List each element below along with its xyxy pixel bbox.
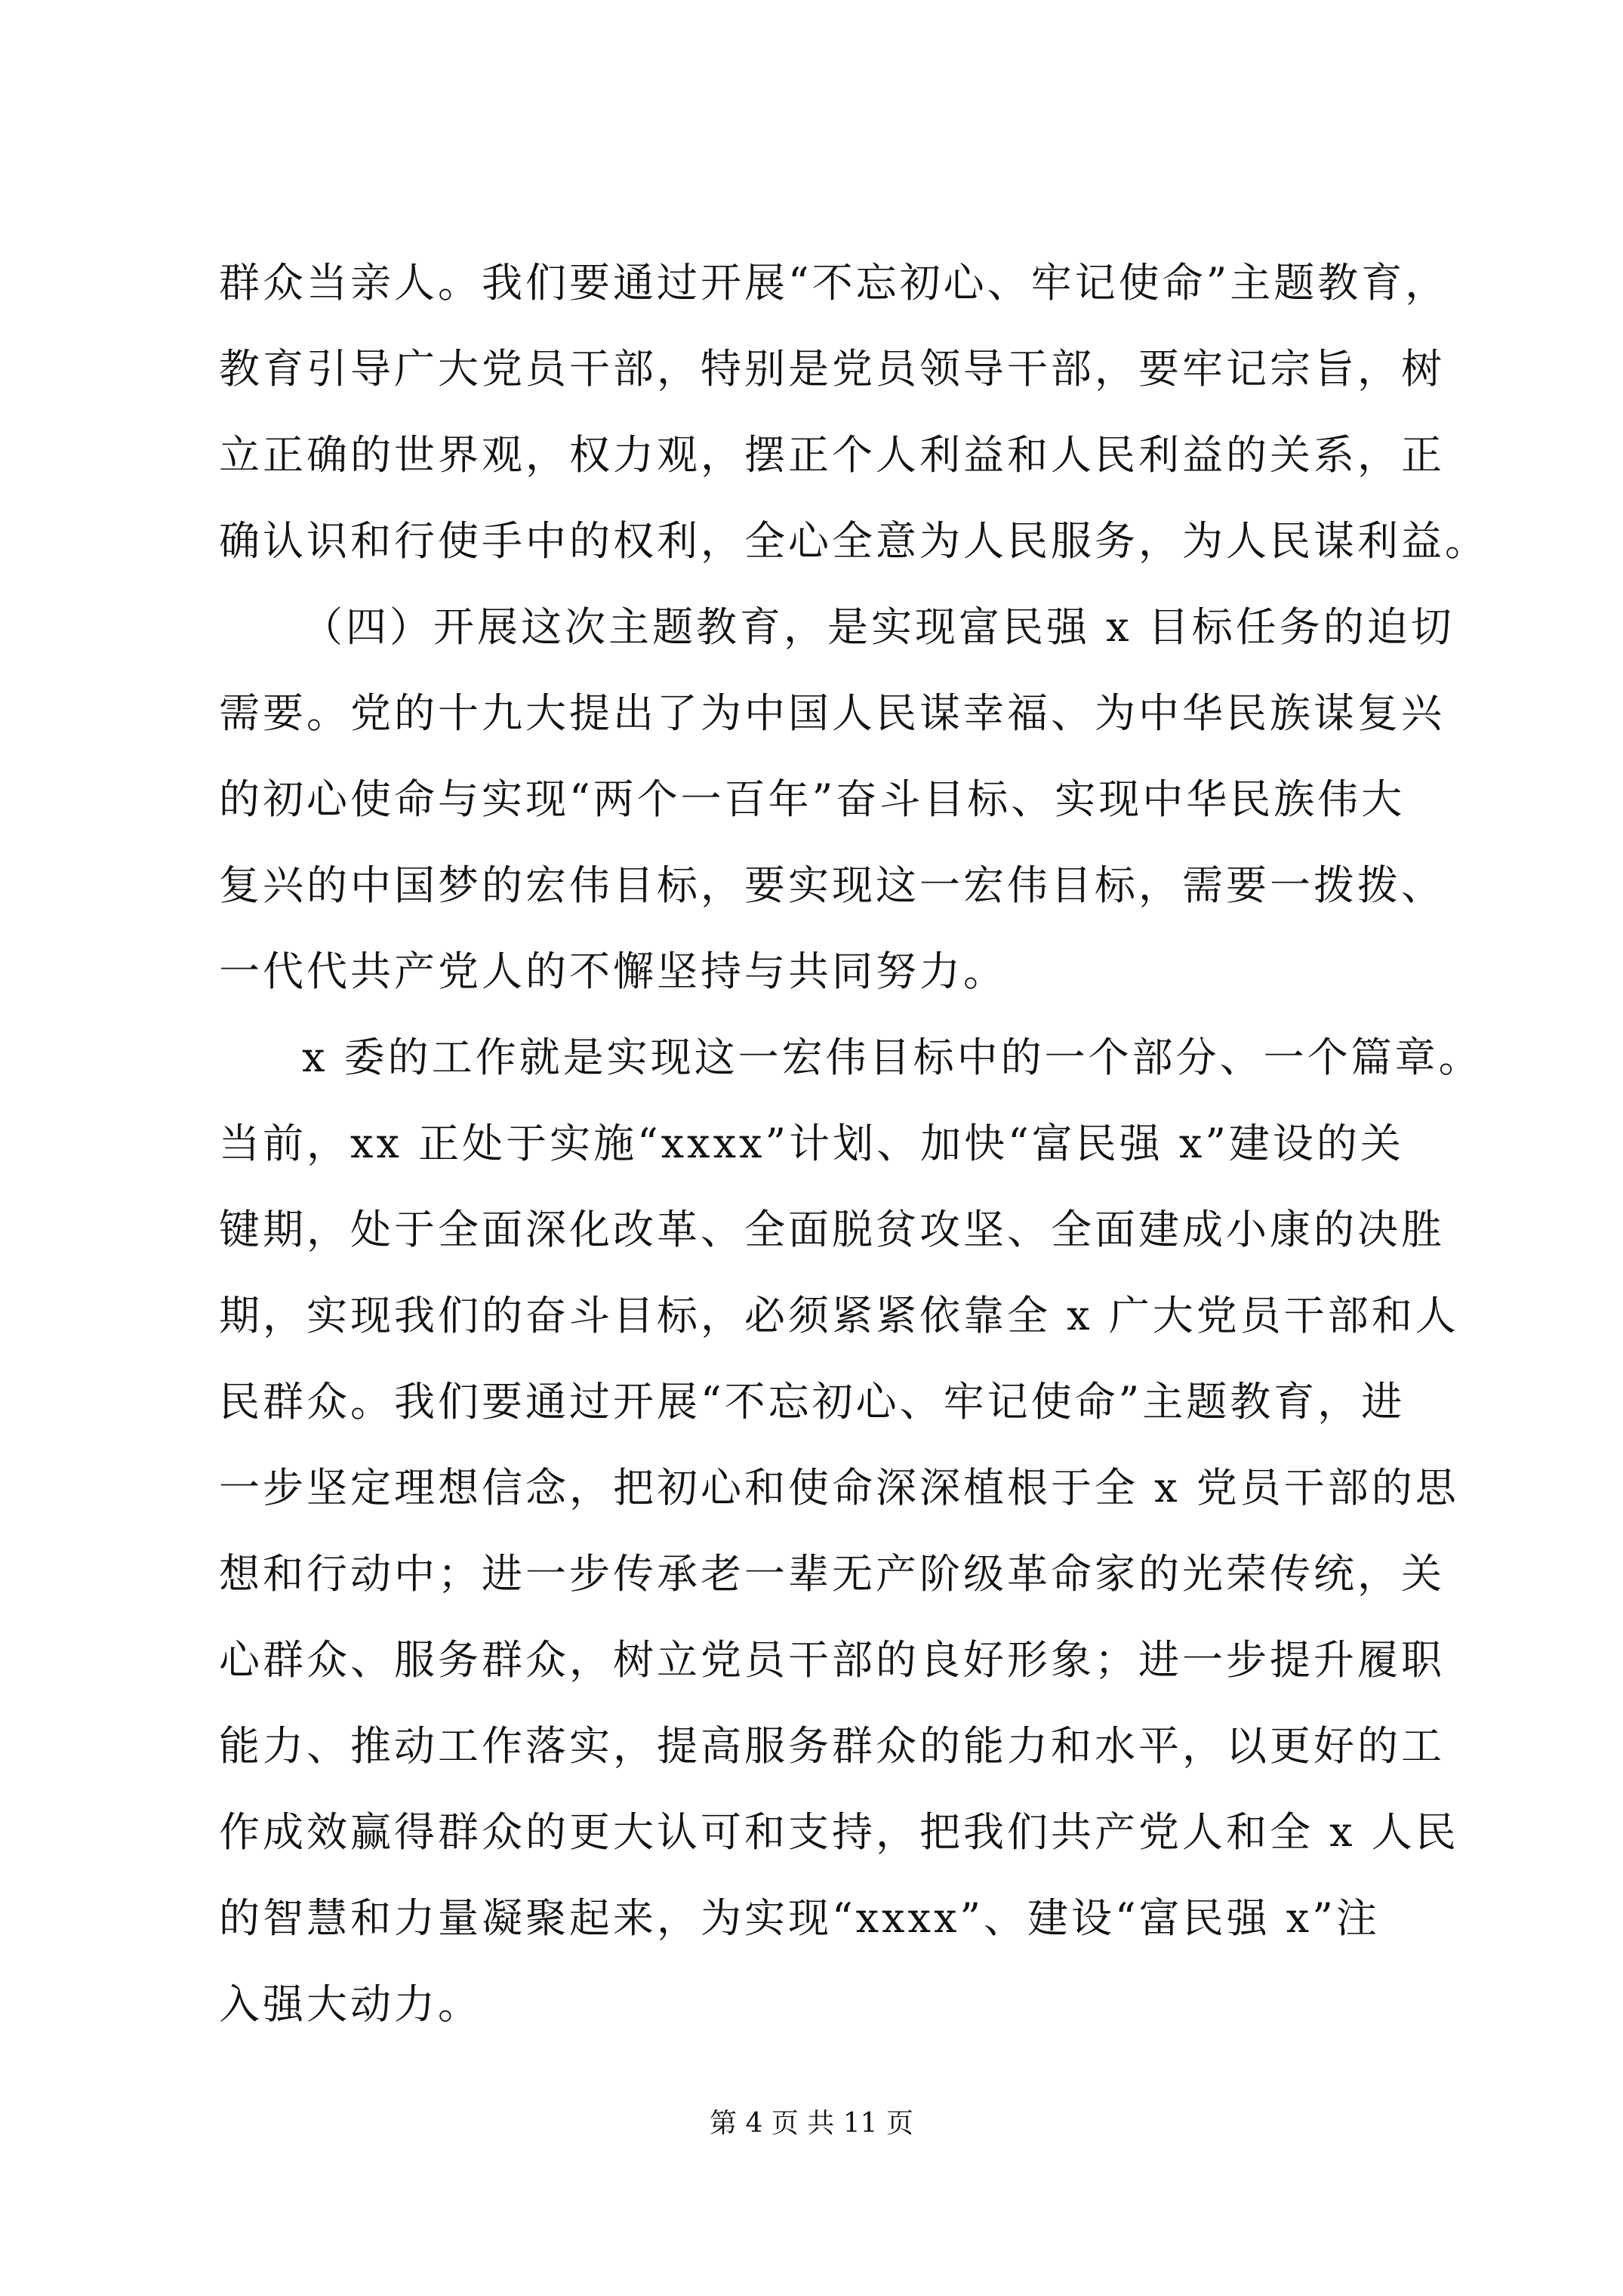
text-line: 的初心使命与实现“两个一百年”奋斗目标、实现中华民族伟大 bbox=[219, 775, 1406, 823]
page-footer: 第 4 页 共 11 页 bbox=[710, 2108, 913, 2139]
text-line: 的智慧和力量凝聚起来，为实现“xxxx”、建设“富民强 x”注 bbox=[219, 1894, 1380, 1942]
text-line: （四）开展这次主题教育，是实现富民强 x 目标任务的迫切 bbox=[302, 603, 1455, 651]
text-line: 入强大动力。 bbox=[219, 1980, 482, 2028]
text-line: 能力、推动工作落实，提高服务群众的能力和水平，以更好的工 bbox=[219, 1722, 1445, 1770]
text-line: 期，实现我们的奋斗目标，必须紧紧依靠全 x 广大党员干部和人 bbox=[219, 1292, 1459, 1339]
text-line: 键期，处于全面深化改革、全面脱贫攻坚、全面建成小康的决胜 bbox=[219, 1206, 1445, 1253]
text-line: 需要。党的十九大提出了为中国人民谋幸福、为中华民族谋复兴 bbox=[219, 689, 1445, 737]
text-line: x 委的工作就是实现这一宏伟目标中的一个部分、一个篇章。 bbox=[302, 1034, 1483, 1081]
text-line: 确认识和行使手中的权利，全心全意为人民服务，为人民谋利益。 bbox=[219, 517, 1489, 565]
body-text bbox=[219, 240, 1489, 2048]
text-line: 心群众、服务群众，树立党员干部的良好形象；进一步提升履职 bbox=[219, 1636, 1445, 1684]
text-line: 想和行动中；进一步传承老一辈无产阶级革命家的光荣传统，关 bbox=[219, 1550, 1445, 1598]
text-line: 立正确的世界观，权力观，摆正个人利益和人民利益的关系，正 bbox=[219, 431, 1445, 479]
text-line: 群众当亲人。我们要通过开展“不忘初心、牢记使命”主题教育， bbox=[219, 259, 1449, 307]
text-line: 当前，xx 正处于实施“xxxx”计划、加快“富民强 x”建设的关 bbox=[219, 1120, 1404, 1167]
text-line: 复兴的中国梦的宏伟目标，要实现这一宏伟目标，需要一拨拨、 bbox=[219, 861, 1445, 909]
text-line: 作成效赢得群众的更大认可和支持，把我们共产党人和全 x 人民 bbox=[219, 1808, 1459, 1856]
text-line: 一步坚定理想信念，把初心和使命深深植根于全 x 党员干部的思 bbox=[219, 1464, 1459, 1512]
text-line: 民群众。我们要通过开展“不忘初心、牢记使命”主题教育，进 bbox=[219, 1378, 1406, 1425]
text-line: 一代代共产党人的不懈坚持与共同努力。 bbox=[219, 948, 1007, 995]
text-line: 教育引导广大党员干部，特别是党员领导干部，要牢记宗旨，树 bbox=[219, 345, 1445, 393]
